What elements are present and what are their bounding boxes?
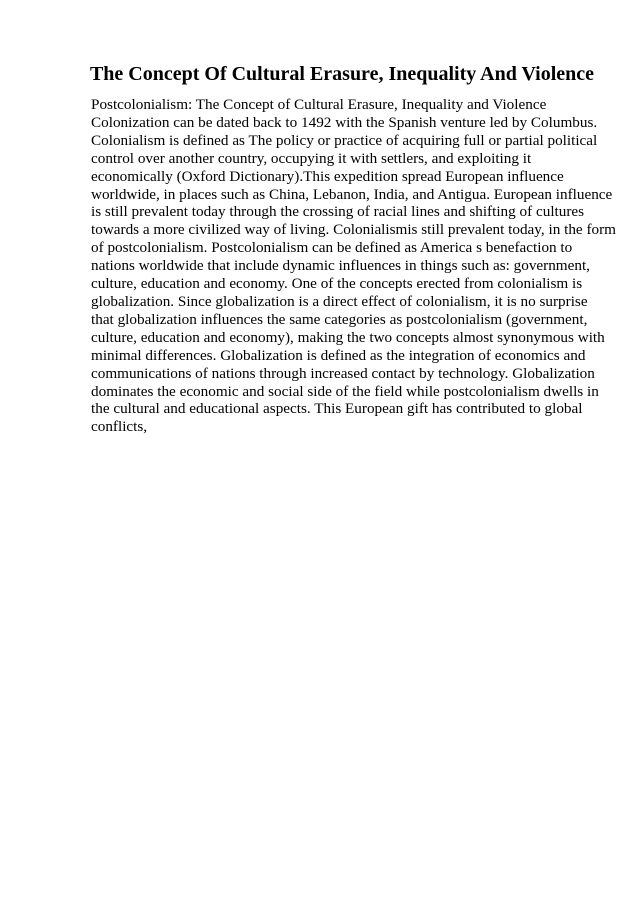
body-line: towards a more civilized way of living. Colonialismis still prevalent today, in the form — [91, 221, 616, 239]
body-line: that globalization influences the same categories as postcolonialism (government, — [91, 310, 588, 328]
body-line: communications of nations through increased contact by technology. Globalization — [91, 364, 595, 382]
body-line: Postcolonialism: The Concept of Cultural Erasure, Inequality and Violence — [91, 96, 547, 113]
document-body — [91, 96, 616, 436]
body-line: nations worldwide that include dynamic influences in things such as: government, — [91, 257, 590, 275]
body-line: conflicts, — [91, 418, 148, 436]
body-line: dominates the economic and social side of the field while postcolonialism dwells in — [91, 382, 599, 400]
body-line: Colonialism is defined as The policy or practice of acquiring full or partial political — [91, 131, 598, 149]
body-line: culture, education and economy. One of the concepts erected from colonialism is — [91, 275, 583, 293]
body-line: globalization. Since globalization is a direct effect of colonialism, it is no surprise — [91, 292, 588, 310]
body-line: culture, education and economy), making the two concepts almost synonymous with — [91, 328, 605, 346]
body-line: of postcolonialism. Postcolonialism can be defined as America s benefaction to — [91, 239, 573, 257]
body-line: the cultural and educational aspects. This European gift has contributed to global — [91, 400, 583, 418]
body-line: control over another country, occupying it with settlers, and exploiting it — [91, 149, 532, 167]
document-title: The Concept Of Cultural Erasure, Inequality And Violence — [89, 63, 595, 85]
body-line: Colonization can be dated back to 1492 with the Spanish venture led by Columbus. — [91, 113, 598, 131]
body-line: minimal differences. Globalization is defined as the integration of economics and — [91, 346, 586, 364]
body-line: economically (Oxford Dictionary).This expedition spread European influence — [91, 167, 564, 185]
body-line: worldwide, in places such as China, Lebanon, India, and Antigua. European influence — [91, 185, 613, 203]
body-line: is still prevalent today through the crossing of racial lines and shifting of cultures — [91, 203, 585, 221]
